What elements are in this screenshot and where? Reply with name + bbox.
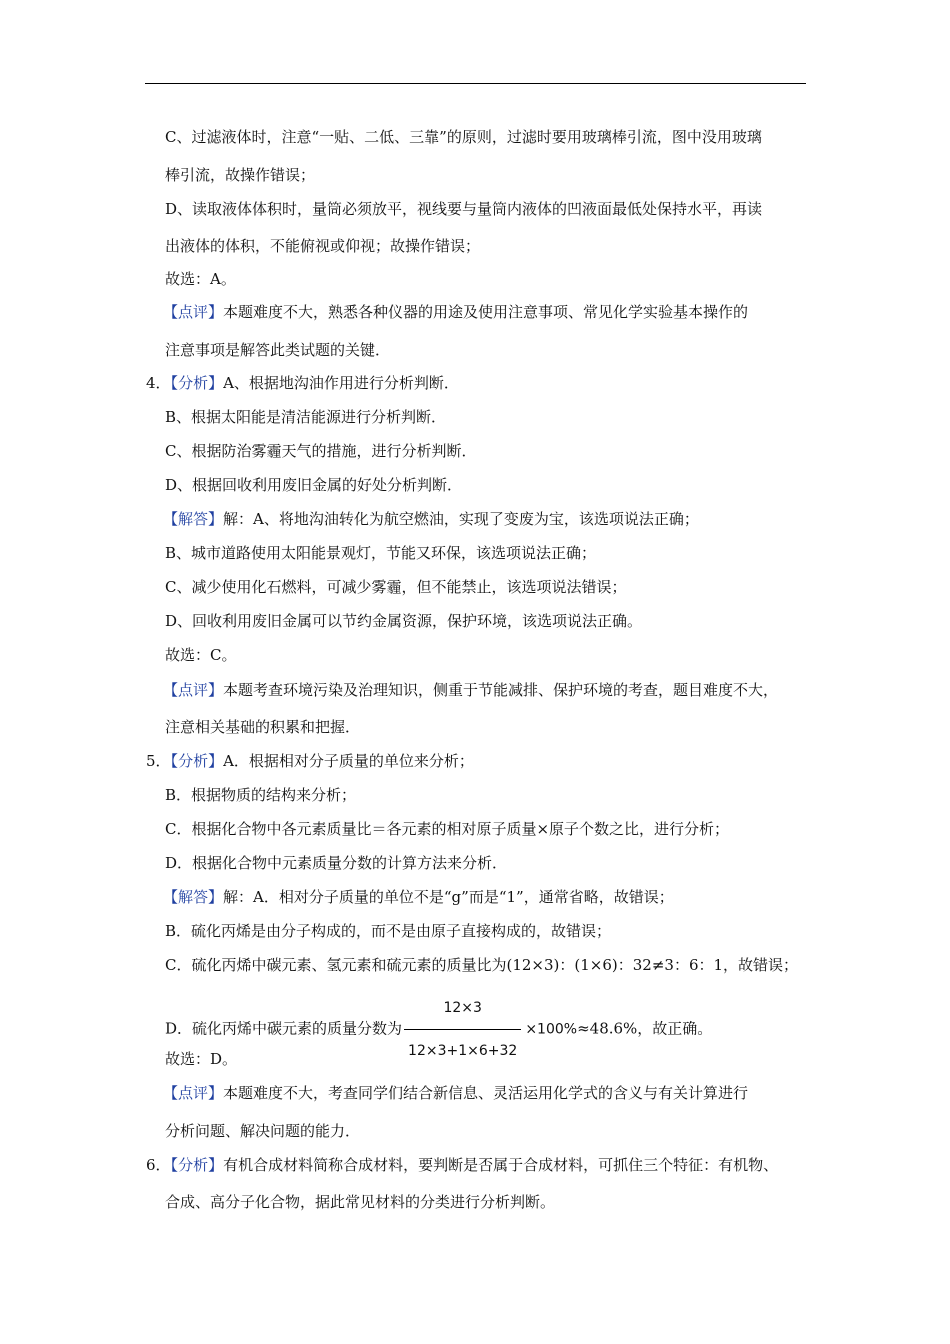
bracket-close: 】 [208,303,224,321]
text-line: B．根据物质的结构来分析； [165,786,357,804]
text-line: C．根据化合物中各元素质量比＝各元素的相对原子质量×原子个数之比，进行分析； [165,820,730,838]
text-line: B．硫化丙烯是由分子构成的，而不是由原子直接构成的，故错误； [165,922,612,940]
bracket-open: 【 [163,510,179,528]
bracket-close: 】 [208,1156,224,1174]
bracket-open: 【 [170,752,179,770]
q6-analysis-line [146,1155,778,1175]
text-line: D、读取液体体积时，量筒必须放平，视线要与量筒内液体的凹液面最低处保持水平，再读 [165,200,763,218]
text-line: D、根据回收利用废旧金属的好处分析判断． [165,476,463,494]
formula-line [165,988,712,1071]
text-line: C．硫化丙烯中碳元素、氢元素和硫元素的质量比为(12×3)：(1×6)：32≠3：6：1，故错误； [165,956,799,974]
question-number: 6． [146,1156,171,1174]
bracket-open: 【 [170,374,179,392]
answer-text: 解：A．相对分子质量的单位不是“g”而是“1”，通常省略，故错误； [223,888,674,906]
bracket-close: 】 [208,1084,224,1102]
text-line: 分析问题、解决问题的能力． [165,1122,361,1140]
fraction-numerator: 12×3 [404,988,521,1030]
question-number: 4． [146,374,171,392]
bracket-close: 】 [208,510,224,528]
text-line: 故选：C。 [165,646,237,664]
header-rule [145,83,806,84]
text-line: 注意相关基础的积累和把握． [165,718,361,736]
analysis-tag: 分析 [178,374,209,392]
text-line: C、过滤液体时，注意“一贴、二低、三靠”的原则，过滤时要用玻璃棒引流，图中没用玻璃 [165,128,762,146]
formula-result: ≈48.6%，故正确。 [577,1019,713,1038]
q4-answer-line [163,509,699,529]
text-line: 故选：D。 [165,1050,238,1068]
review-text: 本题考查环境污染及治理知识，侧重于节能减排、保护环境的考查，题目难度不大， [223,681,779,699]
text-line: 棒引流，故操作错误； [165,166,316,184]
q4-review-line [163,680,778,700]
q4-analysis-line [146,373,459,393]
analysis-tag: 分析 [178,752,209,770]
review-tag: 点评 [178,681,209,699]
review-line [163,302,748,322]
q5-analysis-line [146,751,474,771]
analysis-text: A、根据地沟油作用进行分析判断． [223,374,459,392]
answer-text: 解：A、将地沟油转化为航空燃油，实现了变废为宝，该选项说法正确； [223,510,699,528]
bracket-close: 】 [208,752,224,770]
answer-tag: 解答 [178,888,209,906]
text-line: 故选：A。 [165,270,236,288]
bracket-open: 【 [163,1084,179,1102]
bracket-open: 【 [170,1156,179,1174]
text-line: 出液体的体积，不能俯视或仰视；故操作错误； [165,237,481,255]
review-tag: 点评 [178,1084,209,1102]
bracket-close: 】 [208,681,224,699]
analysis-tag: 分析 [178,1156,209,1174]
bracket-open: 【 [163,303,179,321]
review-tag: 点评 [178,303,209,321]
review-text: 本题难度不大，熟悉各种仪器的用途及使用注意事项、常见化学实验基本操作的 [223,303,749,321]
review-text: 本题难度不大，考查同学们结合新信息、灵活运用化学式的含义与有关计算进行 [223,1084,749,1102]
text-line: 注意事项是解答此类试题的关键． [165,341,391,359]
text-line: B、城市道路使用太阳能景观灯，节能又环保，该选项说法正确； [165,544,597,562]
text-line: C、减少使用化石燃料，可减少雾霾，但不能禁止，该选项说法错误； [165,578,627,596]
bracket-open: 【 [163,888,179,906]
text-line: C、根据防治雾霾天气的措施，进行分析判断． [165,442,477,460]
analysis-text: 有机合成材料简称合成材料，要判断是否属于合成材料，可抓住三个特征：有机物、 [223,1156,779,1174]
q5-review-line [163,1083,748,1103]
mass-fraction [404,988,521,1071]
bracket-close: 】 [208,374,224,392]
answer-tag: 解答 [178,510,209,528]
bracket-close: 】 [208,888,224,906]
analysis-text: A．根据相对分子质量的单位来分析； [223,752,474,770]
fraction-denominator: 12×3+1×6+32 [408,1043,518,1059]
formula-multiplier: ×100% [525,1021,578,1038]
text-line: D．根据化合物中元素质量分数的计算方法来分析． [165,854,508,872]
text-line: D、回收利用废旧金属可以节约金属资源，保护环境，该选项说法正确。 [165,612,643,630]
text-line: B、根据太阳能是清洁能源进行分析判断． [165,408,447,426]
question-number: 5． [146,752,171,770]
bracket-open: 【 [163,681,179,699]
q5-answer-line [163,887,674,907]
text-line: 合成、高分子化合物，据此常见材料的分类进行分析判断。 [165,1193,556,1211]
formula-prefix: D．硫化丙烯中碳元素的质量分数为 [165,1019,403,1038]
